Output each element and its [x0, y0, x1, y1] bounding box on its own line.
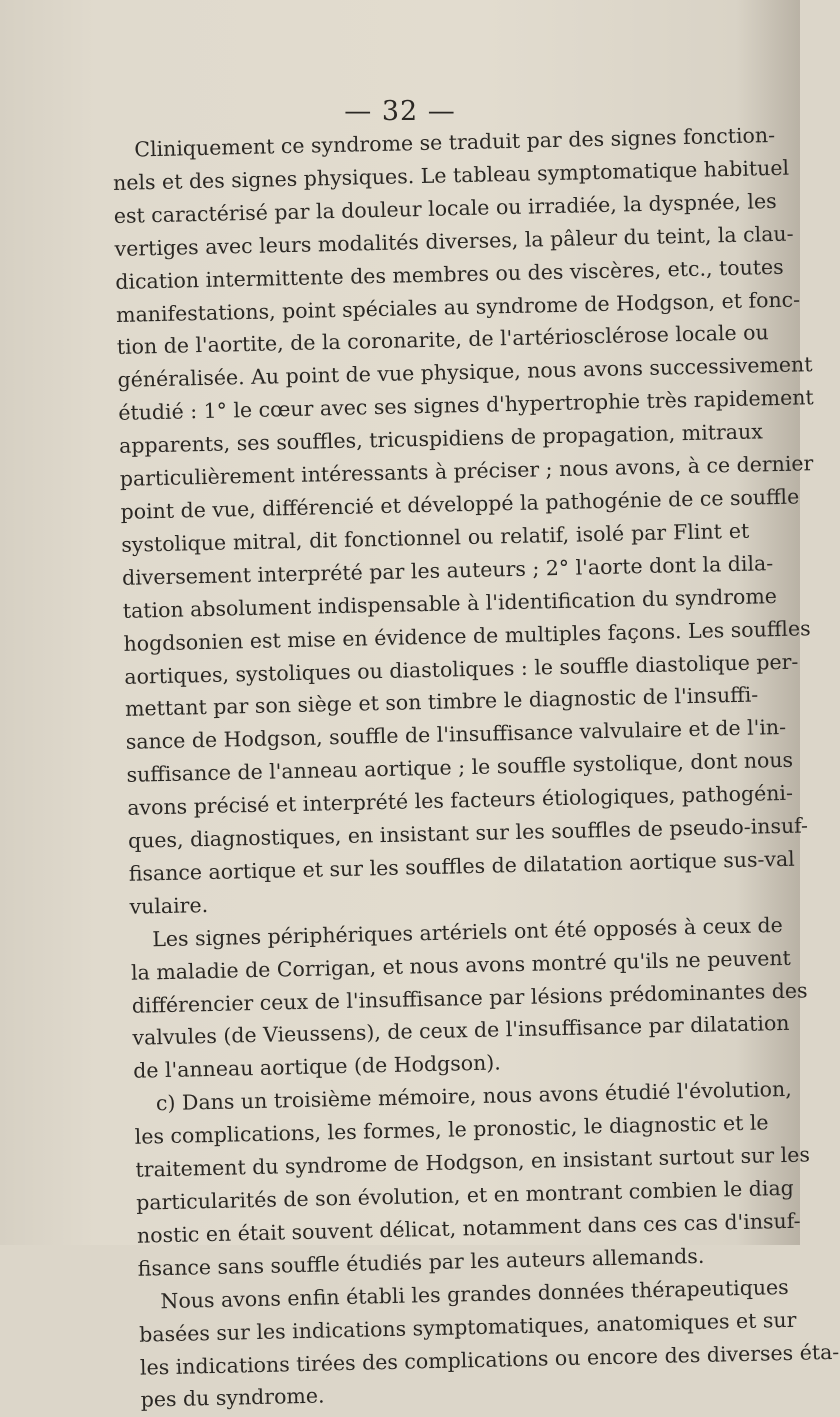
page-number: — 32 — [344, 96, 456, 127]
text-line: Les signes périphériques artériels ont été opposés à ceux de [152, 912, 783, 952]
text-line: particulièrement intéressants à préciser ; nous avons, à ce dernier [119, 451, 814, 491]
text-line: étudié : 1° le cœur avec ses signes d'hypertrophie très rapidement [118, 385, 814, 426]
text-line: dication intermittente des membres ou des viscères, etc., toutes [115, 254, 784, 294]
text-line: les complications, les formes, le pronostic, le diagnostic et le [134, 1110, 769, 1149]
text-line: particularités de son évolution, et en montrant combien le diag [135, 1175, 795, 1215]
text-line: tion de l'aortite, de la coronarite, de l'artériosclérose locale ou [116, 320, 769, 360]
text-line: fisance sans souffle étudiés par les auteurs allemands. [137, 1243, 705, 1281]
text-line: apparents, ses souffles, tricuspidiens de propagation, mitraux [118, 419, 764, 459]
paragraph-clinical-signs [112, 120, 814, 924]
text-line: mettant par son siège et son timbre le diagnostic de l'insuffi- [124, 682, 759, 722]
text-line: traitement du syndrome de Hodgson, en insistant surtout sur les [135, 1142, 811, 1182]
text-line: manifestations, point spéciales au syndrome de Hodgson, et fonc- [115, 286, 801, 327]
text-line: sance de Hodgson, souffle de l'insuffisance valvulaire et de l'in- [125, 715, 787, 755]
text-line: différencier ceux de l'insuffisance par lésions prédominantes des [131, 978, 808, 1018]
text-line: généralisée. Au point de vue physique, nous avons successivement [117, 352, 813, 393]
paragraph-third-memoir [134, 1074, 811, 1286]
text-line: c) Dans un troisième mémoire, nous avons étudié l'évolution, [155, 1077, 792, 1116]
text-line: ques, diagnostiques, en insistant sur les souffles de pseudo-insuf- [127, 813, 809, 853]
text-line: nostic en était souvent délicat, notamment dans ces cas d'insuf- [136, 1208, 801, 1248]
text-line: hogdsonien est mise en évidence de multiples façons. Les souffles [123, 615, 811, 656]
text-line: systolique mitral, dit fonctionnel ou relatif, isolé par Flint et [121, 518, 750, 557]
text-line: avons précisé et interprété les facteurs étiologiques, pathogéni- [127, 780, 794, 820]
text-line: point de vue, différencié et développé la pathogénie de ce souffle [120, 484, 800, 524]
text-line: Cliniquement ce syndrome se traduit par des signes fonction- [134, 122, 776, 162]
text-line: suffisance de l'anneau aortique ; le souffle systolique, dont nous [126, 747, 794, 788]
text-line: Nous avons enfin établi les grandes données thérapeutiques [160, 1274, 789, 1313]
paragraph-therapeutics [138, 1271, 840, 1417]
paragraph-peripheral-signs [130, 909, 808, 1088]
text-line: valvules (de Vieussens), de ceux de l'insuffisance par dilatation [132, 1011, 790, 1051]
text-line: nels et des signes physiques. Le tableau symptomatique habituel [112, 155, 790, 195]
text-line: les indications tirées des complications ou encore des diverses éta- [139, 1339, 840, 1380]
text-line: pes du syndrome. [140, 1383, 325, 1413]
text-line: vertiges avec leurs modalités diverses, la pâleur du teint, la clau- [114, 221, 794, 261]
text-line: basées sur les indications symptomatiques, anatomiques et sur [138, 1307, 797, 1347]
text-line: vulaire. [129, 892, 209, 919]
text-line: tation absolument indispensable à l'identification du syndrome [122, 583, 778, 623]
text-line: fisance aortique et sur les souffles de dilatation aortique sus-val [128, 846, 795, 886]
text-line: aortiques, systoliques ou diastoliques : le souffle diastolique per- [124, 649, 799, 689]
text-line: est caractérisé par la douleur locale ou irradiée, la dyspnée, les [113, 188, 777, 228]
text-line: de l'anneau aortique (de Hodgson). [132, 1050, 502, 1084]
text-line: la maladie de Corrigan, et nous avons montré qu'ils ne peuvent [130, 945, 792, 985]
text-line: diversement interprété par les auteurs ; 2° l'aorte dont la dila- [121, 550, 774, 590]
body-text [112, 120, 840, 1417]
